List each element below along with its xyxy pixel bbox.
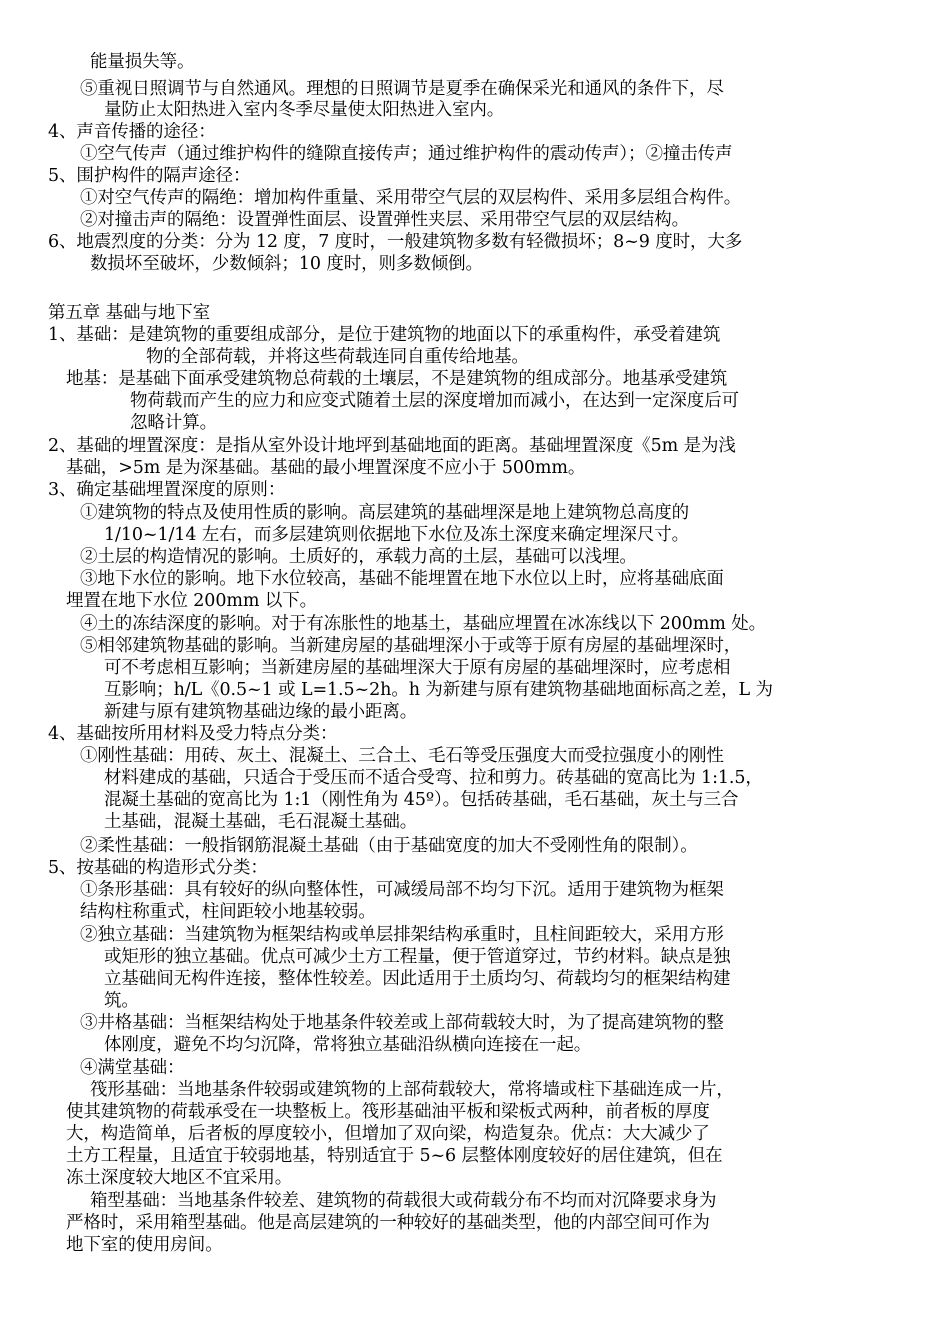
text-line: 使其建筑物的荷载承受在一块整板上。筏形基础油平板和梁板式两种，前者板的厚度 xyxy=(66,1102,710,1122)
text-line: ⑤重视日照调节与自然通风。理想的日照调节是夏季在确保采光和通风的条件下，尽 xyxy=(80,79,724,99)
text-line: 地基：是基础下面承受建筑物总荷载的土壤层，不是建筑物的组成部分。地基承受建筑 xyxy=(66,369,728,389)
text-line: 混凝土基础的宽高比为 1:1（刚性角为 45º）。包括砖基础，毛石基础，灰土与三合 xyxy=(104,790,739,810)
text-line: 第五章 基础与地下室 xyxy=(48,303,211,323)
text-line: 6、地震烈度的分类：分为 12 度，7 度时，一般建筑物多数有轻微损坏；8~9 度时，大多 xyxy=(48,232,743,252)
text-line: ①建筑物的特点及使用性质的影响。高层建筑的基础埋深是地上建筑物总高度的 xyxy=(80,503,689,523)
text-line: 4、声音传播的途径： xyxy=(48,122,216,142)
text-line: 土方工程量，且适宜于较弱地基，特别适宜于 5~6 层整体刚度较好的居住建筑，但在 xyxy=(66,1146,723,1166)
text-line: 1、基础：是建筑物的重要组成部分，是位于建筑物的地面以下的承重构件，承受着建筑 xyxy=(48,325,721,345)
text-line: 结构柱称重式，柱间距较小地基较弱。 xyxy=(80,902,376,922)
text-line: 1/10~1/14 左右，而多层建筑则依据地下水位及冻土深度来确定埋深尺寸。 xyxy=(104,525,690,545)
text-line: 5、围护构件的隔声途径： xyxy=(48,166,251,186)
text-line: ④土的冻结深度的影响。对于有冻胀性的地基土，基础应埋置在冰冻线以下 200mm 处。 xyxy=(80,614,767,634)
text-line: ③地下水位的影响。地下水位较高，基础不能埋置在地下水位以上时，应将基础底面 xyxy=(80,569,724,589)
text-line: 物的全部荷载，并将这些荷载连同自重传给地基。 xyxy=(146,347,529,367)
text-line: 物荷载而产生的应力和应变式随着土层的深度增加而减小，在达到一定深度后可 xyxy=(130,391,739,411)
text-line: 5、按基础的构造形式分类： xyxy=(48,858,268,878)
text-line: 或矩形的独立基础。优点可减少土方工程量，便于管道穿过，节约材料。缺点是独 xyxy=(104,947,731,967)
text-line: 箱型基础：当地基条件较差、建筑物的荷载很大或荷载分布不均而对沉降要求身为 xyxy=(90,1191,717,1211)
text-line: 3、确定基础埋置深度的原则： xyxy=(48,480,286,500)
text-line: 能量损失等。 xyxy=(90,52,195,72)
text-line: 可不考虑相互影响；当新建房屋的基础埋深大于原有房屋的基础埋深时，应考虑相 xyxy=(104,658,731,678)
text-line: ④满堂基础： xyxy=(80,1058,185,1078)
text-line: ⑤相邻建筑物基础的影响。当新建房屋的基础埋深小于或等于原有房屋的基础埋深时， xyxy=(80,636,742,656)
text-line: 体刚度，避免不均匀沉降，常将独立基础沿纵横向连接在一起。 xyxy=(104,1035,592,1055)
text-line: 冻土深度较大地区不宜采用。 xyxy=(66,1168,293,1188)
text-line: 筏形基础：当地基条件较弱或建筑物的上部荷载较大，常将墙或柱下基础连成一片， xyxy=(90,1080,734,1100)
text-line: 量防止太阳热进入室内冬季尽量使太阳热进入室内。 xyxy=(104,100,505,120)
text-line: ②柔性基础：一般指钢筋混凝土基础（由于基础宽度的加大不受刚性角的限制）。 xyxy=(80,836,698,856)
text-line: 严格时，采用箱型基础。他是高层建筑的一种较好的基础类型，他的内部空间可作为 xyxy=(66,1213,710,1233)
text-line: 互影响；h/L《0.5~1 或 L=1.5~2h。h 为新建与原有建筑物基础地面标高之差，L 为 xyxy=(104,680,773,700)
text-line: ①刚性基础：用砖、灰土、混凝土、三合土、毛石等受压强度大而受拉强度小的刚性 xyxy=(80,746,724,766)
text-line: 埋置在地下水位 200mm 以下。 xyxy=(66,591,318,611)
text-line: 立基础间无构件连接，整体性较差。因此适用于土质均匀、荷载均匀的框架结构建 xyxy=(104,969,731,989)
text-line: ①条形基础：具有较好的纵向整体性，可减缓局部不均匀下沉。适用于建筑物为框架 xyxy=(80,880,724,900)
text-line: 2、基础的埋置深度：是指从室外设计地坪到基础地面的距离。基础埋置深度《5m 是为浅 xyxy=(48,436,736,456)
text-line: 筑。 xyxy=(104,991,139,1011)
text-line: ②独立基础：当建筑物为框架结构或单层排架结构承重时，且柱间距较大，采用方形 xyxy=(80,925,724,945)
text-line: 新建与原有建筑物基础边缘的最小距离。 xyxy=(104,702,418,722)
text-line: 地下室的使用房间。 xyxy=(66,1235,223,1255)
text-line: 数损坏至破坏，少数倾斜；10 度时，则多数倾倒。 xyxy=(90,254,483,274)
text-line: 4、基础按所用材料及受力特点分类： xyxy=(48,724,338,744)
text-line: ①对空气传声的隔绝：增加构件重量、采用带空气层的双层构件、采用多层组合构件。 xyxy=(80,188,742,208)
text-line: ②对撞击声的隔绝：设置弹性面层、设置弹性夹层、采用带空气层的双层结构。 xyxy=(80,210,689,230)
text-line: ③井格基础：当框架结构处于地基条件较差或上部荷载较大时，为了提高建筑物的整 xyxy=(80,1013,724,1033)
text-line: 材料建成的基础，只适合于受压而不适合受弯、拉和剪力。砖基础的宽高比为 1:1.5， xyxy=(104,768,763,788)
text-line: ①空气传声（通过维护构件的缝隙直接传声；通过维护构件的震动传声）；②撞击传声 xyxy=(80,144,733,164)
text-line: 大，构造简单，后者板的厚度较小，但增加了双向梁，构造复杂。优点：大大减少了 xyxy=(66,1124,710,1144)
text-line: 忽略计算。 xyxy=(130,413,217,433)
text-line: 土基础，混凝土基础，毛石混凝土基础。 xyxy=(104,812,418,832)
text-line: ②土层的构造情况的影响。土质好的，承载力高的土层，基础可以浅埋。 xyxy=(80,547,637,567)
text-line: 基础，>5m 是为深基础。基础的最小埋置深度不应小于 500mm。 xyxy=(66,458,586,478)
